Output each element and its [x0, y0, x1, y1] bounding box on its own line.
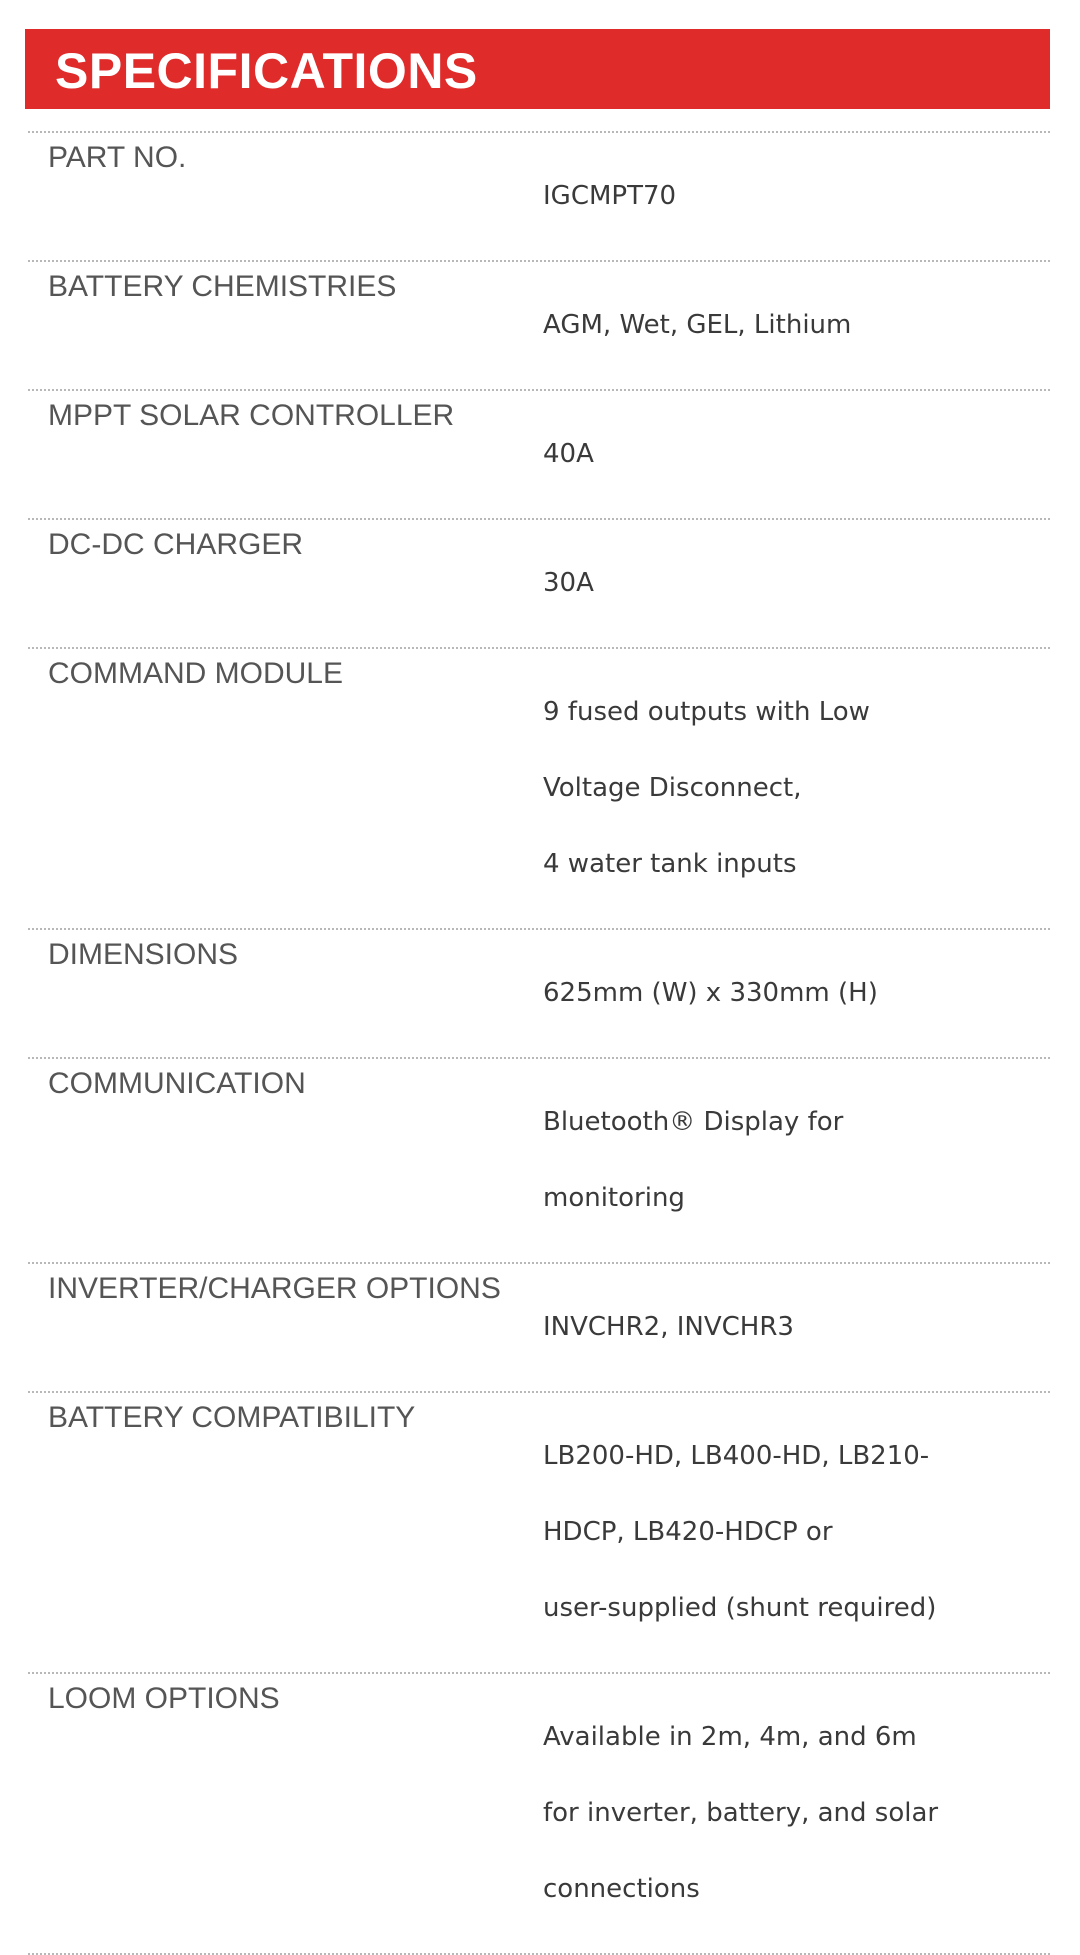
spec-label: MPPT SOLAR CONTROLLER — [48, 399, 455, 432]
spec-value-line: 9 fused outputs with Low — [543, 697, 870, 727]
spec-row-dc-dc-charger — [28, 520, 1050, 649]
spec-value — [523, 1065, 1050, 1255]
spec-value-line: for inverter, battery, and solar — [543, 1798, 939, 1828]
spec-row-communication — [28, 1059, 1050, 1264]
spec-value — [523, 1270, 1050, 1384]
spec-label: BATTERY CHEMISTRIES — [48, 270, 397, 303]
spec-value-line: 30A — [543, 568, 594, 598]
spec-label: COMMUNICATION — [48, 1067, 306, 1100]
spec-label: COMMAND MODULE — [48, 657, 344, 690]
spec-value — [523, 139, 1050, 253]
spec-value-line: AGM, Wet, GEL, Lithium — [543, 310, 852, 340]
spec-row-command-module — [28, 649, 1050, 930]
spec-value-line: user-supplied (shunt required) — [543, 1593, 937, 1623]
page-title: SPECIFICATIONS — [55, 43, 478, 99]
spec-value — [523, 526, 1050, 640]
spec-value-line: monitoring — [543, 1183, 685, 1213]
spec-label: INVERTER/CHARGER OPTIONS — [48, 1272, 501, 1305]
spec-value-line: connections — [543, 1874, 700, 1904]
spec-table — [28, 131, 1050, 1955]
spec-value — [523, 936, 1050, 1050]
spec-value — [523, 1680, 1050, 1946]
spec-value-line: IGCMPT70 — [543, 181, 677, 211]
spec-row-dimensions — [28, 930, 1050, 1059]
specifications-header — [25, 29, 1050, 109]
spec-row-part-no — [28, 133, 1050, 262]
spec-row-loom-options — [28, 1674, 1050, 1955]
spec-value — [523, 655, 1050, 921]
spec-value-line: 625mm (W) x 330mm (H) — [543, 978, 878, 1008]
spec-label: BATTERY COMPATIBILITY — [48, 1401, 416, 1434]
spec-row-mppt-solar-controller — [28, 391, 1050, 520]
spec-value — [523, 1399, 1050, 1665]
spec-row-battery-chemistries — [28, 262, 1050, 391]
spec-value-line: Bluetooth® Display for — [543, 1107, 844, 1137]
spec-label: DIMENSIONS — [48, 938, 239, 971]
spec-value — [523, 268, 1050, 382]
spec-label: DC-DC CHARGER — [48, 528, 303, 561]
spec-value-line: HDCP, LB420-HDCP or — [543, 1517, 833, 1547]
spec-row-battery-compatibility — [28, 1393, 1050, 1674]
spec-value-line: 40A — [543, 439, 594, 469]
spec-value-line: INVCHR2, INVCHR3 — [543, 1312, 794, 1342]
spec-value-line: LB200-HD, LB400-HD, LB210- — [543, 1441, 930, 1471]
spec-row-inverter-charger-options — [28, 1264, 1050, 1393]
spec-value-line: 4 water tank inputs — [543, 849, 797, 879]
spec-label: PART NO. — [48, 141, 187, 174]
spec-label: LOOM OPTIONS — [48, 1682, 280, 1715]
spec-value — [523, 397, 1050, 511]
spec-value-line: Voltage Disconnect, — [543, 773, 802, 803]
spec-value-line: Available in 2m, 4m, and 6m — [543, 1722, 917, 1752]
